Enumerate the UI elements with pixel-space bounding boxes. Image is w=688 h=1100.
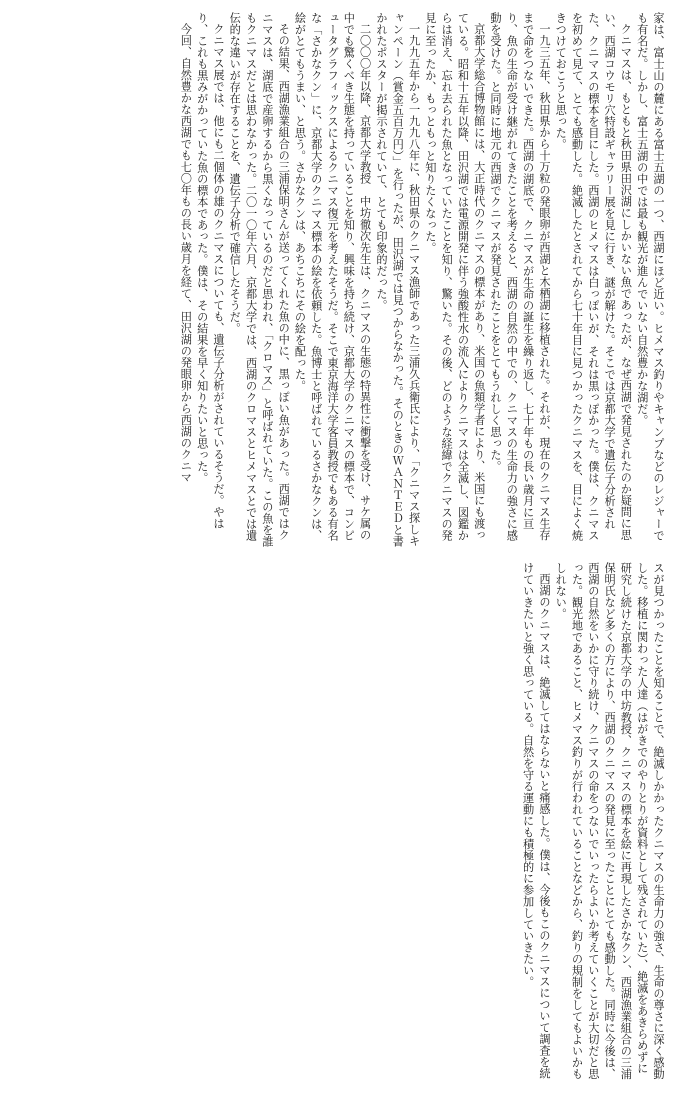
paragraph: その結果、西湖漁業組合の三浦保明さんが送ってくれた魚の中に、黒っぽい魚があった。西湖ではクニマスは、湖底で産卵するから黒くなっているのだと思われ、「クロマス」と呼ばれていた。この魚を誰もクニマスだとは思わなかった。二〇一〇年六月、京都大学では、西湖のクロマスとヒメマスとでは遺伝的な違いが存在することを、遺伝子分析で確信したそうだ。 [228,12,291,547]
paragraph: 一九三五年、秋田県から十万粒の発眼卵が西湖と木栖湖に移植された。それが、現在のクニマス生存まで命をつないできた。西湖の湖底で、クニマスが生命の誕生を繰り返し、七十年もの長い歳月に亘り、魚の生命が受け継がれてきたことを考えると、西湖の自然の中での、クニマスの生命力の強さに感動を受けた。と同時に地元の西湖でクニマスが発見されたことをとてもうれしく思った。 [489,12,551,541]
paragraph: クニマス展では、他にも二個体の雄のクニマスについても、遺伝子分析がされているそうだ。やはり、これも黒みがかっていた魚の標本であった。僕は、その結果を早く知りたいと思った。 [195,12,225,530]
paragraph: 西湖のクニマスは、絶滅してはならないと痛感した。僕は、今後もこのクニマスについて調査を続けていきたいと強く思っている。自然を守る運動にも積極的に参加していきたい。 [521,562,551,1080]
article-top-block [16,12,666,552]
paragraph: 二〇〇〇年以降、京都大学教授 中坊徹次先生は、クニマスの生態の特異性に衝撃を受け、サケ属の中でも驚くべき生態を持っていることを知り、興味を持ち続け、京都大学のクニマスの標本で、コンピュータグラフィックスによるクニマス復元を考えたそうだ。そこで東京海洋大学客員教授でもある有名な「さかなクン」に、京都大学のクニマス標本の絵を依頼した。魚博士と呼ばれているさかなクンは、絵がとてもうまい、と思う。さかなクンは、あちこちにその絵を配った。 [293,12,372,541]
paragraph: 今回、自然豊かな西湖でも七〇年もの長い歳月を経て、田沢湖の発眼卵から西湖のクニマ [179,23,193,484]
paragraph: 一九九五年から一九九八年に、秋田県のクニマス漁師であった三浦久兵衛氏により、「クニマス探しキャンペーン（賞金五百万円）」を行ったが、田沢湖では見つからなかった。そのときのＷＡＮＴＥＤと書かれたポスターが掲示されていて、とても印象的だった。 [374,12,421,547]
paragraph: 京都大学総合博物館には、大正時代のクニマスの標本があり、米国の魚類学者により、米国にも渡っている。昭和十五年以降、田沢湖では電源開発に伴う強酸性水の流入によりクニマスは全滅し、図鑑からは消え、忘れ去られた魚となっていたことを知り、驚いた。その後、どのような経緯でクニマスの発見に至ったか、もっともっと知りたくなった。 [423,12,486,541]
paragraph: クニマスは、もともと秋田県田沢湖にしかいない魚であったが、なぜ西湖で発見されたのか疑問に思い、西湖コウモリ穴特設ギャラリー展を見に行き、謎が解けた。そこでは京都大学で遺伝子分析された、クニマスの標本を目にした。西湖のヒメマスは白っぽいが、それは黒っぽかった。僕は、クニマスを初めて見て、とても感動した。絶滅したとされてから七十年目に見つかったクニマスを、目によく焼きつけておこうと思った。 [554,12,633,541]
article-bottom-block [16,562,666,1084]
paragraph: 家は、富士山の麓にある富士五湖の一つ、西湖にほど近い。ヒメマス釣りやキャンプなどのレジャーでも有名だ。しかし、富士五湖の中では最も観光が進んでいない自然豊かな湖だ。 [635,12,665,541]
paragraph: スが見つかったことを知ることで、絶滅しかかったクニマスの生命力の強さ、生命の尊さに深く感動した。移植に関わった人達（はがきでのやりとりが資料として残されていた）、絶滅をあきらめずに研究し続けた京都大学の中坊教授、クニマスの標本を絵に再現したさかなクン、西湖漁業組合の三浦保明氏など多くの方により、西湖のクニマスの発見に至ったことにとても感動した。同時に今後は、西湖の自然をいかに守り続け、クニマスの命をつないでいったらよいか考えていくことが大切だと思った。観光地であること、ヒメマス釣りが行われていることなどから、釣りの規制をしてもよいかもしれない。 [554,562,665,1080]
